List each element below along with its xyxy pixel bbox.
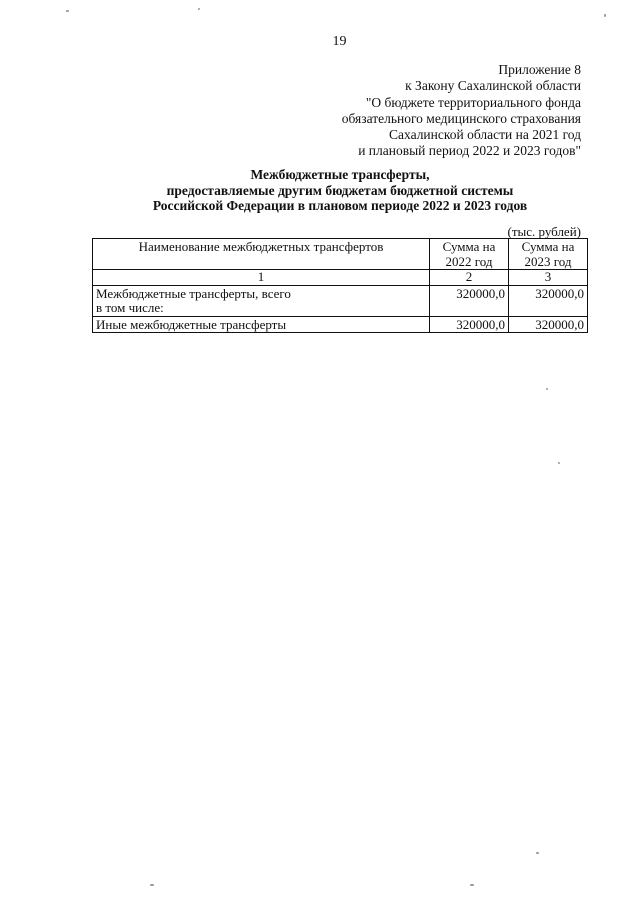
row-name-line1: Межбюджетные трансферты, всего xyxy=(96,285,291,301)
header-2022-line1: Сумма на xyxy=(442,239,496,254)
column-number: 2 xyxy=(430,270,509,286)
header-name: Наименование межбюджетных трансфертов xyxy=(93,239,430,270)
transfers-table xyxy=(92,238,588,333)
header-2022-line2: 2022 год xyxy=(445,253,493,269)
page-number: 19 xyxy=(332,34,347,49)
scan-speck xyxy=(66,10,69,12)
header-2022 xyxy=(430,239,509,270)
header-2023 xyxy=(509,239,588,270)
title-line: Межбюджетные трансферты, xyxy=(250,167,430,182)
appendix-line: обязательного медицинского страхования xyxy=(341,110,581,126)
header-2023-line2: 2023 год xyxy=(524,253,572,269)
column-number: 1 xyxy=(93,270,430,286)
table-row xyxy=(93,285,588,316)
row-amount-2022: 320000,0 xyxy=(430,285,509,316)
row-amount-2022: 320000,0 xyxy=(430,316,509,333)
row-amount-2023: 320000,0 xyxy=(509,316,588,333)
column-number: 3 xyxy=(509,270,588,286)
column-number-row xyxy=(93,270,588,286)
appendix-line: к Закону Сахалинской области xyxy=(405,78,581,94)
title-line: Российской Федерации в плановом периоде 2022 и 2023 годов xyxy=(152,198,528,213)
table-row xyxy=(93,316,588,333)
row-name-line2: в том числе: xyxy=(96,300,164,315)
appendix-line: Приложение 8 xyxy=(498,62,581,77)
title-line: предоставляемые другим бюджетам бюджетной системы xyxy=(166,182,514,198)
unit-note: (тыс. рублей) xyxy=(507,224,581,239)
row-name xyxy=(93,285,430,316)
appendix-note xyxy=(342,62,581,160)
scan-speck xyxy=(470,884,474,886)
scan-speck xyxy=(546,388,548,390)
document-title xyxy=(90,167,590,214)
appendix-line: и плановый период 2022 и 2023 годов" xyxy=(358,143,581,159)
header-2023-line1: Сумма на xyxy=(521,239,575,254)
scan-speck xyxy=(536,852,539,854)
row-amount-2023: 320000,0 xyxy=(509,285,588,316)
table-header-row xyxy=(93,239,588,270)
scan-speck xyxy=(150,884,154,886)
row-name: Иные межбюджетные трансферты xyxy=(93,316,430,333)
scan-speck xyxy=(558,462,560,464)
scan-speck xyxy=(198,8,200,10)
appendix-line: "О бюджете территориального фонда xyxy=(365,94,581,110)
scan-speck xyxy=(604,14,606,17)
appendix-line: Сахалинской области на 2021 год xyxy=(389,127,581,143)
